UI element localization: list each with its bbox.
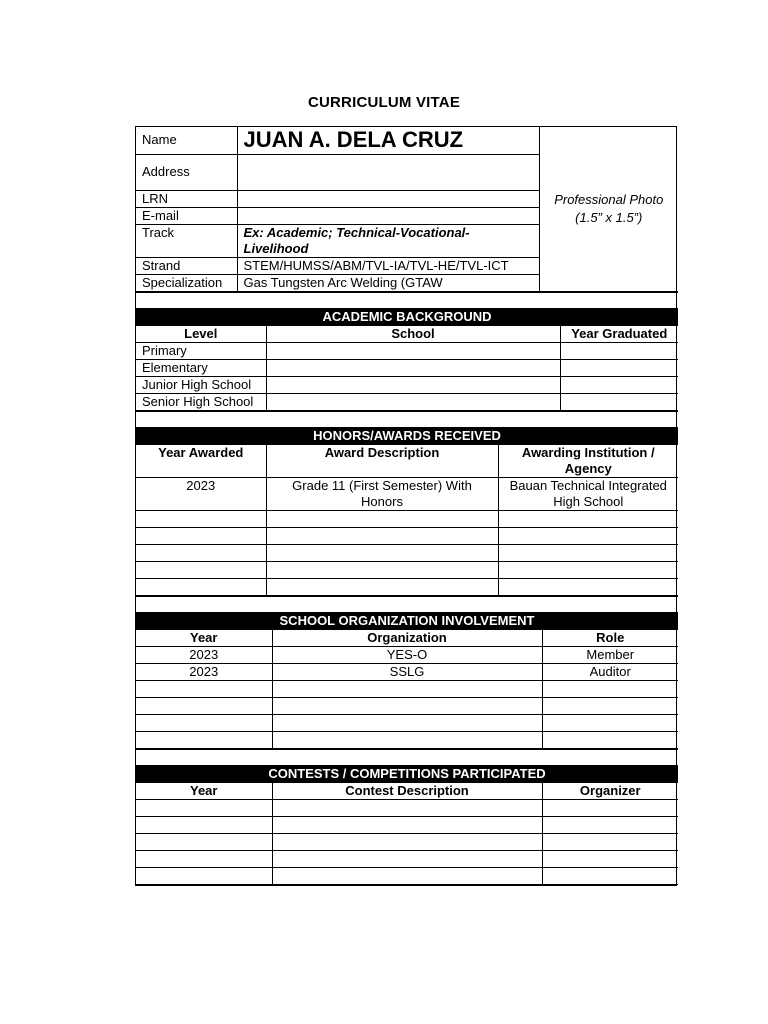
col-level: Level — [136, 325, 266, 342]
contest-description[interactable] — [272, 833, 542, 850]
col-role: Role — [542, 629, 678, 646]
level-primary: Primary — [136, 342, 266, 359]
table-row — [136, 663, 678, 680]
honor-institution[interactable] — [498, 527, 678, 544]
organizations-table — [136, 596, 678, 749]
strand-value[interactable]: STEM/HUMSS/ABM/TVL-IA/TVL-HE/TVL-ICT — [237, 257, 539, 274]
contest-organizer[interactable] — [542, 816, 678, 833]
honor-year[interactable] — [136, 527, 266, 544]
specialization-value[interactable]: Gas Tungsten Arc Welding (GTAW — [237, 274, 539, 291]
address-label: Address — [136, 154, 237, 190]
photo-size: (1.5” x 1.5”) — [575, 209, 643, 225]
spacer-row — [136, 596, 678, 612]
honor-institution[interactable] — [498, 578, 678, 595]
strand-label: Strand — [136, 257, 237, 274]
org-year[interactable]: 2023 — [136, 646, 272, 663]
col-contest-year: Year — [136, 782, 272, 799]
academic-background-table — [136, 292, 678, 411]
org-name[interactable] — [272, 697, 542, 714]
org-role[interactable] — [542, 697, 678, 714]
contest-description[interactable] — [272, 867, 542, 884]
col-award-description: Award Description — [266, 444, 498, 477]
org-name[interactable] — [272, 731, 542, 748]
table-row — [136, 680, 678, 697]
table-row — [136, 578, 678, 595]
school-junior-high[interactable] — [266, 376, 560, 393]
table-row — [136, 731, 678, 748]
table-row — [136, 561, 678, 578]
contest-organizer[interactable] — [542, 833, 678, 850]
spacer-row — [136, 411, 678, 427]
col-contest-description: Contest Description — [272, 782, 542, 799]
table-row — [136, 544, 678, 561]
table-row — [136, 833, 678, 850]
name-label: Name — [136, 127, 237, 154]
org-name[interactable] — [272, 680, 542, 697]
school-elementary[interactable] — [266, 359, 560, 376]
honor-institution[interactable] — [498, 510, 678, 527]
honor-year[interactable] — [136, 561, 266, 578]
col-year-graduated: Year Graduated — [560, 325, 678, 342]
school-senior-high[interactable] — [266, 393, 560, 410]
col-year-awarded: Year Awarded — [136, 444, 266, 477]
contest-year[interactable] — [136, 867, 272, 884]
org-role[interactable] — [542, 714, 678, 731]
table-row — [136, 646, 678, 663]
honor-description[interactable] — [266, 510, 498, 527]
org-name[interactable]: SSLG — [272, 663, 542, 680]
honor-institution[interactable] — [498, 561, 678, 578]
org-year[interactable]: 2023 — [136, 663, 272, 680]
year-senior-high[interactable] — [560, 393, 678, 410]
honor-description[interactable] — [266, 527, 498, 544]
org-year[interactable] — [136, 680, 272, 697]
org-year[interactable] — [136, 731, 272, 748]
contest-description[interactable] — [272, 816, 542, 833]
specialization-label: Specialization — [136, 274, 237, 291]
level-junior-high: Junior High School — [136, 376, 266, 393]
honor-year[interactable] — [136, 510, 266, 527]
personal-info-table — [136, 127, 678, 292]
contest-year[interactable] — [136, 850, 272, 867]
honor-description[interactable] — [266, 544, 498, 561]
year-primary[interactable] — [560, 342, 678, 359]
honor-description[interactable]: Grade 11 (First Semester) With Honors — [266, 477, 498, 510]
table-row — [136, 714, 678, 731]
lrn-label: LRN — [136, 190, 237, 207]
contest-year[interactable] — [136, 833, 272, 850]
table-row — [136, 697, 678, 714]
contest-description[interactable] — [272, 850, 542, 867]
year-junior-high[interactable] — [560, 376, 678, 393]
contest-year[interactable] — [136, 799, 272, 816]
contest-organizer[interactable] — [542, 850, 678, 867]
org-year[interactable] — [136, 697, 272, 714]
contests-table — [136, 749, 678, 885]
level-senior-high: Senior High School — [136, 393, 266, 410]
table-row — [136, 867, 678, 884]
email-value[interactable] — [237, 207, 539, 224]
contest-year[interactable] — [136, 816, 272, 833]
org-name[interactable] — [272, 714, 542, 731]
year-elementary[interactable] — [560, 359, 678, 376]
contest-organizer[interactable] — [542, 867, 678, 884]
photo-placeholder[interactable] — [539, 127, 678, 291]
col-org-year: Year — [136, 629, 272, 646]
honor-institution[interactable]: Bauan Technical Integrated High School — [498, 477, 678, 510]
col-organizer: Organizer — [542, 782, 678, 799]
honors-heading: HONORS/AWARDS RECEIVED — [136, 427, 678, 444]
spacer-row — [136, 292, 678, 308]
school-primary[interactable] — [266, 342, 560, 359]
track-value[interactable]: Ex: Academic; Technical-Vocational-Livelihood — [237, 224, 539, 257]
photo-caption: Professional Photo — [554, 191, 664, 207]
org-role[interactable] — [542, 731, 678, 748]
document-title: CURRICULUM VITAE — [307, 94, 461, 111]
org-role[interactable]: Member — [542, 646, 678, 663]
name-value[interactable]: JUAN A. DELA CRUZ — [237, 127, 539, 154]
contest-organizer[interactable] — [542, 799, 678, 816]
table-row — [136, 816, 678, 833]
organizations-heading: SCHOOL ORGANIZATION INVOLVEMENT — [136, 612, 678, 629]
academic-heading: ACADEMIC BACKGROUND — [136, 308, 678, 325]
col-organization: Organization — [272, 629, 542, 646]
honor-institution[interactable] — [498, 544, 678, 561]
contest-description[interactable] — [272, 799, 542, 816]
honor-year[interactable]: 2023 — [136, 477, 266, 510]
col-school: School — [266, 325, 560, 342]
org-name[interactable]: YES-O — [272, 646, 542, 663]
table-row — [136, 850, 678, 867]
org-role[interactable]: Auditor — [542, 663, 678, 680]
email-label: E-mail — [136, 207, 237, 224]
table-row — [136, 510, 678, 527]
spacer-row — [136, 749, 678, 765]
track-label: Track — [136, 224, 237, 257]
lrn-value[interactable] — [237, 190, 539, 207]
honor-year[interactable] — [136, 544, 266, 561]
table-row — [136, 527, 678, 544]
honor-description[interactable] — [266, 561, 498, 578]
org-role[interactable] — [542, 680, 678, 697]
address-value[interactable] — [237, 154, 539, 190]
table-row — [136, 799, 678, 816]
col-awarding-institution: Awarding Institution / Agency — [498, 444, 678, 477]
honors-table — [136, 411, 678, 596]
org-year[interactable] — [136, 714, 272, 731]
cv-form — [135, 126, 677, 886]
contests-heading: CONTESTS / COMPETITIONS PARTICIPATED — [136, 765, 678, 782]
level-elementary: Elementary — [136, 359, 266, 376]
honor-description[interactable] — [266, 578, 498, 595]
honor-year[interactable] — [136, 578, 266, 595]
